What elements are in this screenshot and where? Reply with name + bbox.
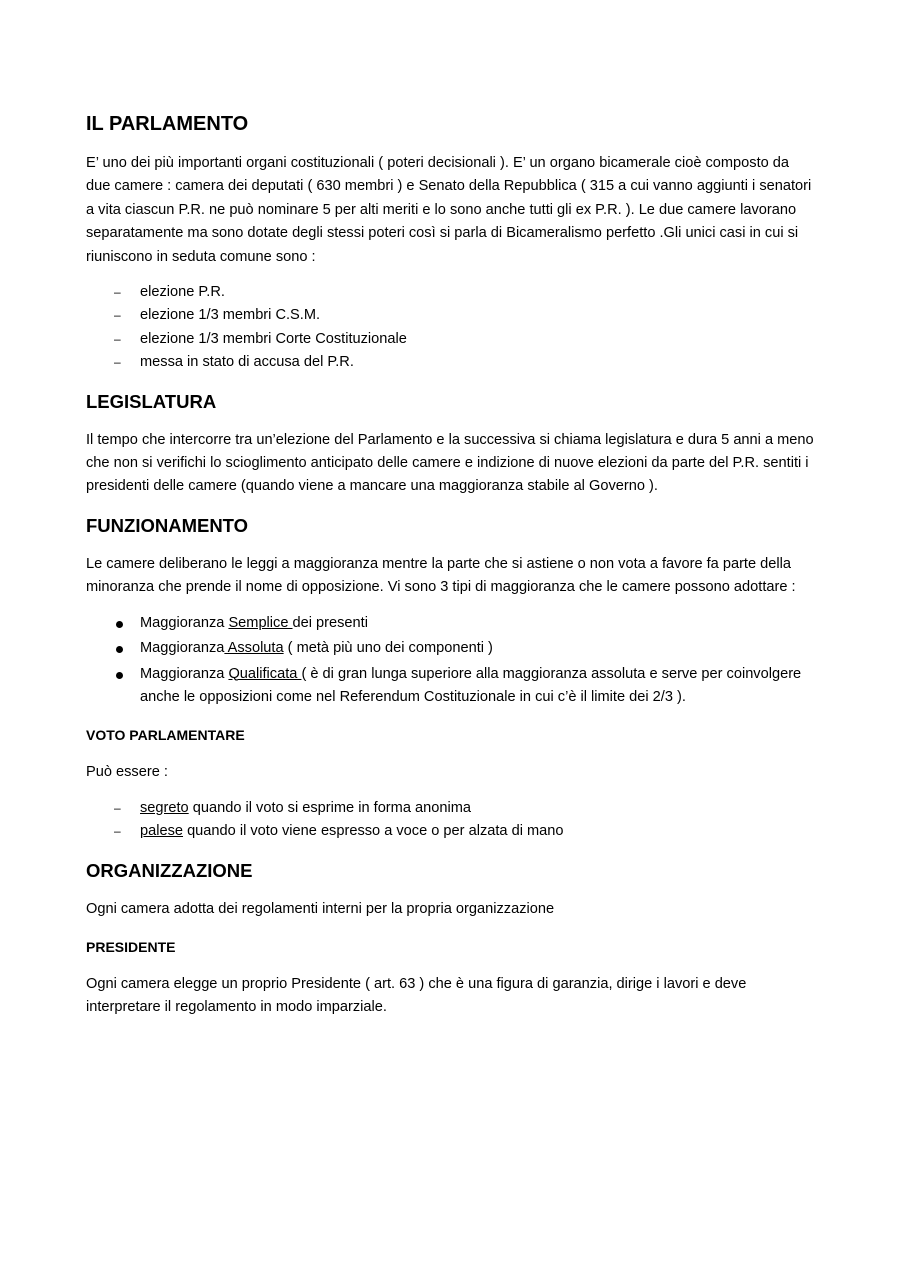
subsection-heading-presidente: PRESIDENTE	[86, 938, 176, 955]
majority-desc: dei presenti	[292, 614, 368, 631]
list-item	[86, 820, 816, 843]
section-heading-organizzazione: ORGANIZZAZIONE	[86, 859, 253, 881]
subsection-heading-voto: VOTO PARLAMENTARE	[86, 727, 245, 744]
document-page	[86, 110, 816, 1032]
majority-prefix: Maggioranza	[140, 640, 225, 657]
funzionamento-paragraph: Le camere deliberano le leggi a maggioranza mentre la parte che si astiene o non vota a favore fa parte della minoranza che prende il nome di opposizione. Vi sono 3 tipi di maggioranza che le camere possono adottare :	[86, 555, 796, 596]
presidente-paragraph: Ogni camera elegge un proprio Presidente ( art. 63 ) che è una figura di garanzia, dirige i lavori e deve interpretare il regolamento in modo imparziale.	[86, 975, 747, 1016]
section-heading-funzionamento: FUNZIONAMENTO	[86, 514, 249, 536]
vote-type-term: palese	[140, 823, 184, 840]
vote-type-desc: quando il voto viene espresso a voce o per alzata di mano	[183, 823, 564, 840]
organizzazione-paragraph: Ogni camera adotta dei regolamenti interni per la propria organizzazione	[86, 900, 555, 917]
list-item	[86, 637, 816, 660]
majority-term: Assoluta	[224, 640, 284, 657]
vote-type-term: segreto	[140, 799, 189, 816]
joint-sessions-list	[86, 281, 816, 375]
legislatura-paragraph: Il tempo che intercorre tra un’elezione del Parlamento e la successiva si chiama legislatura e dura 5 anni a meno che non si verifichi lo scioglimento anticipato delle camere e indizione di nuove elezioni da parte del P.R. sentiti i presidenti delle camere (quando viene a mancare una maggioranza stabile al Governo ).	[86, 431, 814, 495]
list-item: – elezione P.R.	[86, 281, 816, 304]
majority-prefix: Maggioranza	[140, 665, 229, 682]
majority-desc: ( metà più uno dei componenti )	[283, 640, 493, 657]
majority-prefix: Maggioranza	[140, 614, 229, 631]
page-title: IL PARLAMENTO	[86, 113, 249, 135]
list-item: – messa in stato di accusa del P.R.	[86, 351, 816, 374]
section-heading-legislatura: LEGISLATURA	[86, 390, 217, 412]
list-item: – elezione 1/3 membri Corte Costituzionale	[86, 328, 816, 351]
vote-type-desc: quando il voto si esprime in forma anonima	[188, 799, 471, 816]
list-item: – elezione 1/3 membri C.S.M.	[86, 304, 816, 327]
vote-types-list	[86, 797, 816, 844]
list-item	[86, 612, 816, 635]
majority-term: Semplice	[228, 614, 293, 631]
list-item	[86, 663, 816, 710]
majority-desc: ( è di gran lunga superiore alla maggioranza assoluta e serve per coinvolgere anche le opposizioni come nel Referendum Costituzionale in cui c’è il limite dei 2/3 ).	[140, 665, 802, 705]
majorities-list	[86, 612, 816, 710]
intro-paragraph: E’ uno dei più importanti organi costituzionali ( poteri decisionali ). E’ un organo bicamerale cioè composto da due camere : camera dei deputati ( 630 membri ) e Senato della Repubblica ( 315 a cui vanno aggiunti i senatori a vita ciascun P.R. ne può nominare 5 per alti meriti e lo sono anche tutti gli ex P.R. ). Le due camere lavorano separatamente ma sono dotate degli stessi poteri così si parla di Bicameralismo perfetto .Gli unici casi in cui si riuniscono in seduta comune sono :	[86, 155, 812, 265]
list-item	[86, 797, 816, 820]
voto-intro: Può essere :	[86, 764, 168, 781]
majority-term: Qualificata	[228, 665, 302, 682]
